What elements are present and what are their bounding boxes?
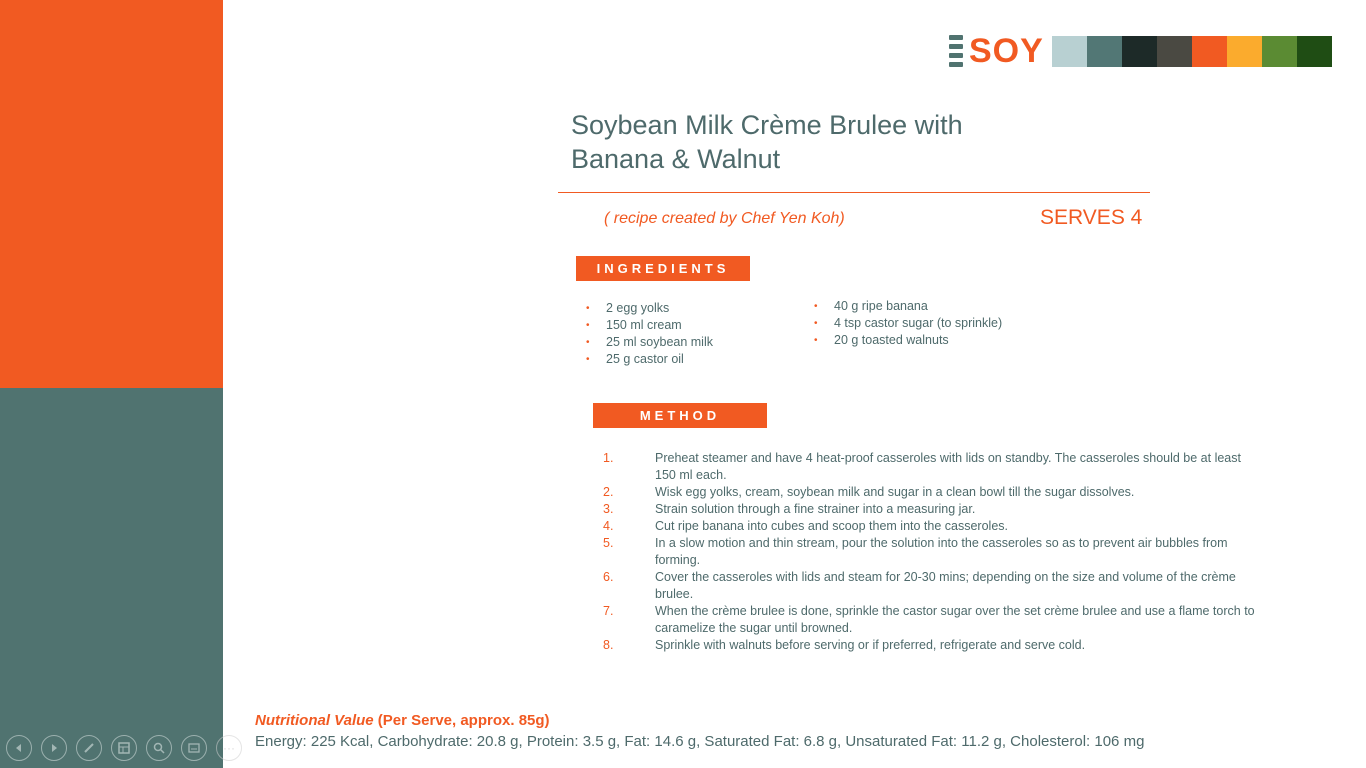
color-swatch <box>1087 36 1122 67</box>
step-number: 3. <box>603 502 614 516</box>
recipe-credit: ( recipe created by Chef Yen Koh) <box>604 210 845 227</box>
method-step <box>603 501 1263 518</box>
ingredient-text: 4 tsp castor sugar (to sprinkle) <box>834 316 1003 330</box>
ingredients-heading: INGREDIENTS <box>576 256 750 281</box>
color-swatch <box>1052 36 1087 67</box>
nutrition-heading <box>255 712 550 729</box>
previous-icon[interactable] <box>6 735 32 761</box>
left-teal-panel <box>0 388 223 768</box>
method-step <box>603 603 1263 637</box>
bullet-icon: • <box>586 354 590 365</box>
bullet-icon: • <box>814 301 818 312</box>
next-icon[interactable] <box>41 735 67 761</box>
step-number: 7. <box>603 604 614 618</box>
bullet-icon: • <box>814 318 818 329</box>
ussoy-logo <box>949 34 1044 68</box>
ingredient-text: 150 ml cream <box>606 318 682 332</box>
method-step <box>603 450 1263 484</box>
step-number: 6. <box>603 570 614 584</box>
color-swatch <box>1192 36 1227 67</box>
ingredient-text: 25 ml soybean milk <box>606 335 713 349</box>
step-number: 2. <box>603 485 614 499</box>
logo-soy-text: SOY <box>969 32 1044 70</box>
logo-us-mark <box>949 35 963 67</box>
step-number: 8. <box>603 638 614 652</box>
pen-icon[interactable] <box>76 735 102 761</box>
method-step <box>603 518 1263 535</box>
bullet-icon: • <box>814 335 818 346</box>
subtitles-icon[interactable] <box>181 735 207 761</box>
bullet-icon: • <box>586 337 590 348</box>
color-swatch <box>1157 36 1192 67</box>
left-orange-panel <box>0 0 223 388</box>
ingredient-item <box>586 351 713 368</box>
serves-count: SERVES 4 <box>1040 206 1143 229</box>
ingredient-text: 2 egg yolks <box>606 301 670 315</box>
title-divider <box>558 192 1150 193</box>
slideshow-controls <box>6 735 242 761</box>
method-step <box>603 569 1263 603</box>
ingredients-list-1 <box>586 300 713 368</box>
step-text: In a slow motion and thin stream, pour the solution into the casseroles so as to prevent air bubbles from forming. <box>655 536 1228 567</box>
bullet-icon: • <box>586 320 590 331</box>
ingredient-item <box>814 298 1002 315</box>
ingredient-text: 25 g castor oil <box>606 352 684 366</box>
zoom-icon[interactable] <box>146 735 172 761</box>
more-icon[interactable]: ··· <box>216 735 242 761</box>
method-step <box>603 484 1263 501</box>
step-number: 4. <box>603 519 614 533</box>
step-text: Preheat steamer and have 4 heat-proof casseroles with lids on standby. The casseroles should be at least 150 ml each. <box>655 451 1241 482</box>
method-steps <box>603 450 1263 654</box>
step-text: Cover the casseroles with lids and steam for 20-30 mins; depending on the size and volume of the crème brulee. <box>655 570 1236 601</box>
color-swatch <box>1227 36 1262 67</box>
ingredient-item <box>814 315 1002 332</box>
ingredient-item <box>586 334 713 351</box>
bullet-icon: • <box>586 303 590 314</box>
color-swatch <box>1297 36 1332 67</box>
ingredient-item <box>586 300 713 317</box>
color-swatch <box>1122 36 1157 67</box>
slides-icon[interactable] <box>111 735 137 761</box>
ingredient-item <box>586 317 713 334</box>
method-step <box>603 535 1263 569</box>
step-number: 5. <box>603 536 614 550</box>
step-text: Strain solution through a fine strainer into a measuring jar. <box>655 502 976 516</box>
step-text: When the crème brulee is done, sprinkle the castor sugar over the set crème brulee and use a flame torch to caramelize the sugar until browned. <box>655 604 1255 635</box>
nutrition-values: Energy: 225 Kcal, Carbohydrate: 20.8 g, Protein: 3.5 g, Fat: 14.6 g, Saturated Fat: 6.8 g, Unsaturated Fat: 11.2 g, Cholesterol: 106 mg <box>255 733 1145 750</box>
ingredient-text: 40 g ripe banana <box>834 299 928 313</box>
nutrition-heading-rest: (Per Serve, approx. 85g) <box>373 712 550 729</box>
step-number: 1. <box>603 451 614 465</box>
step-text: Wisk egg yolks, cream, soybean milk and sugar in a clean bowl till the sugar dissolves. <box>655 485 1135 499</box>
step-text: Cut ripe banana into cubes and scoop them into the casseroles. <box>655 519 1008 533</box>
ingredient-item <box>814 332 1002 349</box>
ingredient-text: 20 g toasted walnuts <box>834 333 949 347</box>
color-swatch <box>1262 36 1297 67</box>
recipe-title: Soybean Milk Crème Brulee with Banana & Walnut <box>571 110 963 174</box>
method-heading: METHOD <box>593 403 767 428</box>
method-step <box>603 637 1263 654</box>
nutrition-heading-italic: Nutritional Value <box>255 712 374 729</box>
step-text: Sprinkle with walnuts before serving or if preferred, refrigerate and serve cold. <box>655 638 1086 652</box>
color-swatch-strip <box>1052 36 1332 67</box>
ingredients-list-2 <box>814 298 1002 349</box>
